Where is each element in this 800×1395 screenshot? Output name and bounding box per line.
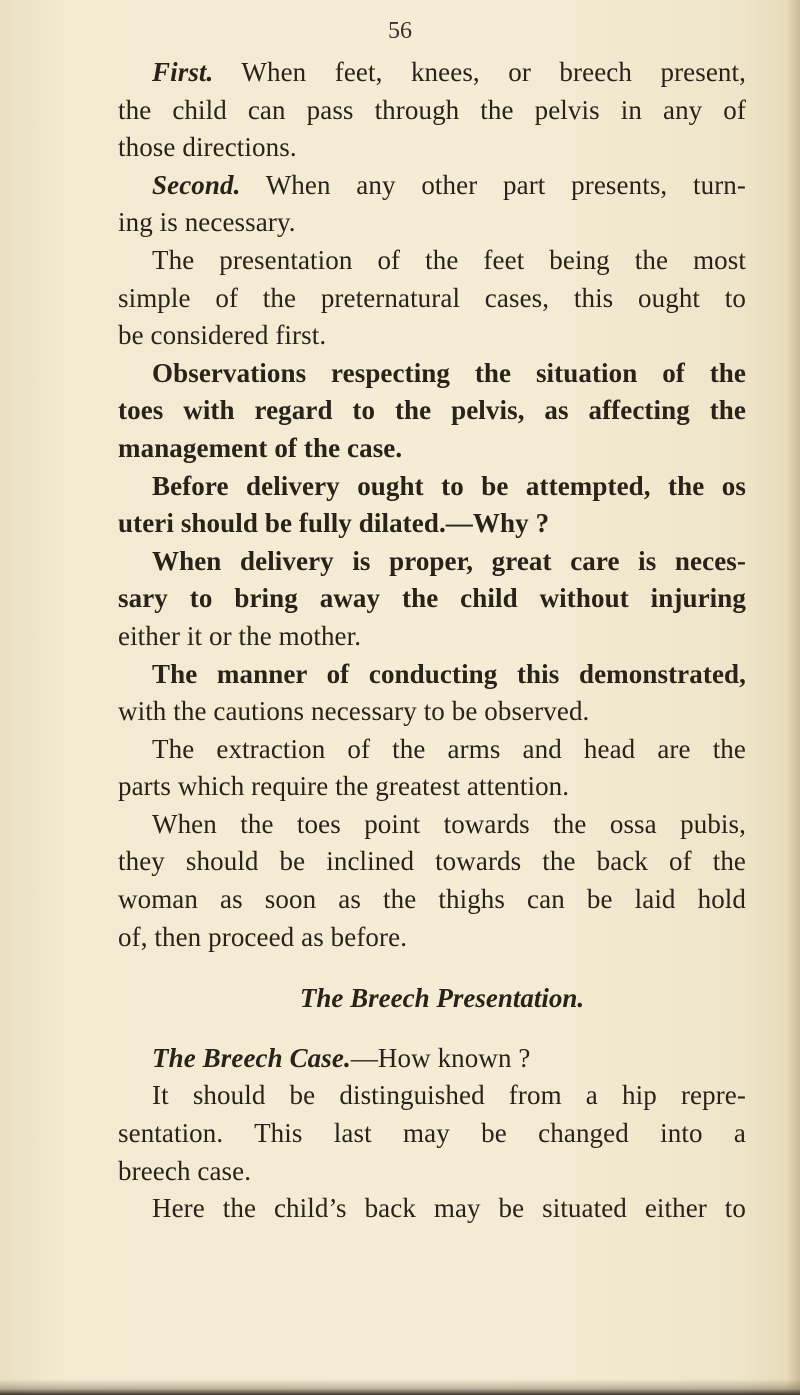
paragraph-first-line-1: First. When feet, knees, or breech present, — [152, 57, 746, 87]
text-line: When the toes point towards the ossa pubis, — [152, 808, 746, 839]
text-line: the child can pass through the pelvis in any of — [118, 94, 746, 125]
text-line: management of the case. — [118, 432, 403, 463]
text-line: Here the child’s back may be situated either to — [152, 1193, 746, 1224]
text-line: It should be distinguished from a hip repre- — [152, 1080, 746, 1111]
page-bottom-edge — [0, 1379, 800, 1395]
page-edge-shadow — [786, 0, 800, 1395]
paragraph-second-line-1: Second. When any other part presents, turn- — [152, 169, 746, 200]
text-line: uteri should be fully dilated.—Why ? — [118, 508, 550, 539]
text-line: sentation. This last may be changed into a — [118, 1118, 746, 1149]
paragraph-lead: Second. — [152, 169, 241, 200]
text-line: simple of the preternatural cases, this ought to — [118, 282, 746, 313]
body-text — [118, 54, 746, 1228]
text-line: breech case. — [118, 1155, 252, 1186]
section-heading: The Breech Presentation. — [299, 983, 585, 1014]
text-line: woman as soon as the thighs can be laid hold — [118, 884, 746, 915]
text-line: The manner of conducting this demonstrated, — [152, 658, 746, 689]
text-line: The presentation of the feet being the most — [152, 244, 746, 275]
text-line: ing is necessary. — [118, 207, 296, 238]
paragraph-lead: The Breech Case. — [152, 1042, 351, 1073]
text-line: either it or the mother. — [118, 620, 362, 651]
text-line: Observations respecting the situation of the — [152, 357, 746, 388]
text-line: of, then proceed as before. — [118, 921, 408, 952]
text-line: parts which require the greatest attention. — [118, 771, 570, 802]
text-line: When delivery is proper, great care is neces- — [152, 545, 746, 576]
text-line: be considered first. — [118, 320, 327, 351]
text-line: those directions. — [118, 132, 297, 163]
text-line: Before delivery ought to be attempted, the os — [152, 470, 746, 501]
page-number: 56 — [388, 18, 412, 44]
paragraph-lead: First. — [152, 57, 214, 87]
text-line: The extraction of the arms and head are the — [152, 733, 746, 764]
text-line: sary to bring away the child without injuring — [118, 583, 746, 614]
text-line: with the cautions necessary to be observed. — [118, 696, 590, 727]
text-line: toes with regard to the pelvis, as affecting the — [118, 395, 746, 426]
text-line: they should be inclined towards the back of the — [118, 846, 746, 877]
paragraph-breech-case-line-1: The Breech Case.—How known ? — [152, 1042, 531, 1073]
